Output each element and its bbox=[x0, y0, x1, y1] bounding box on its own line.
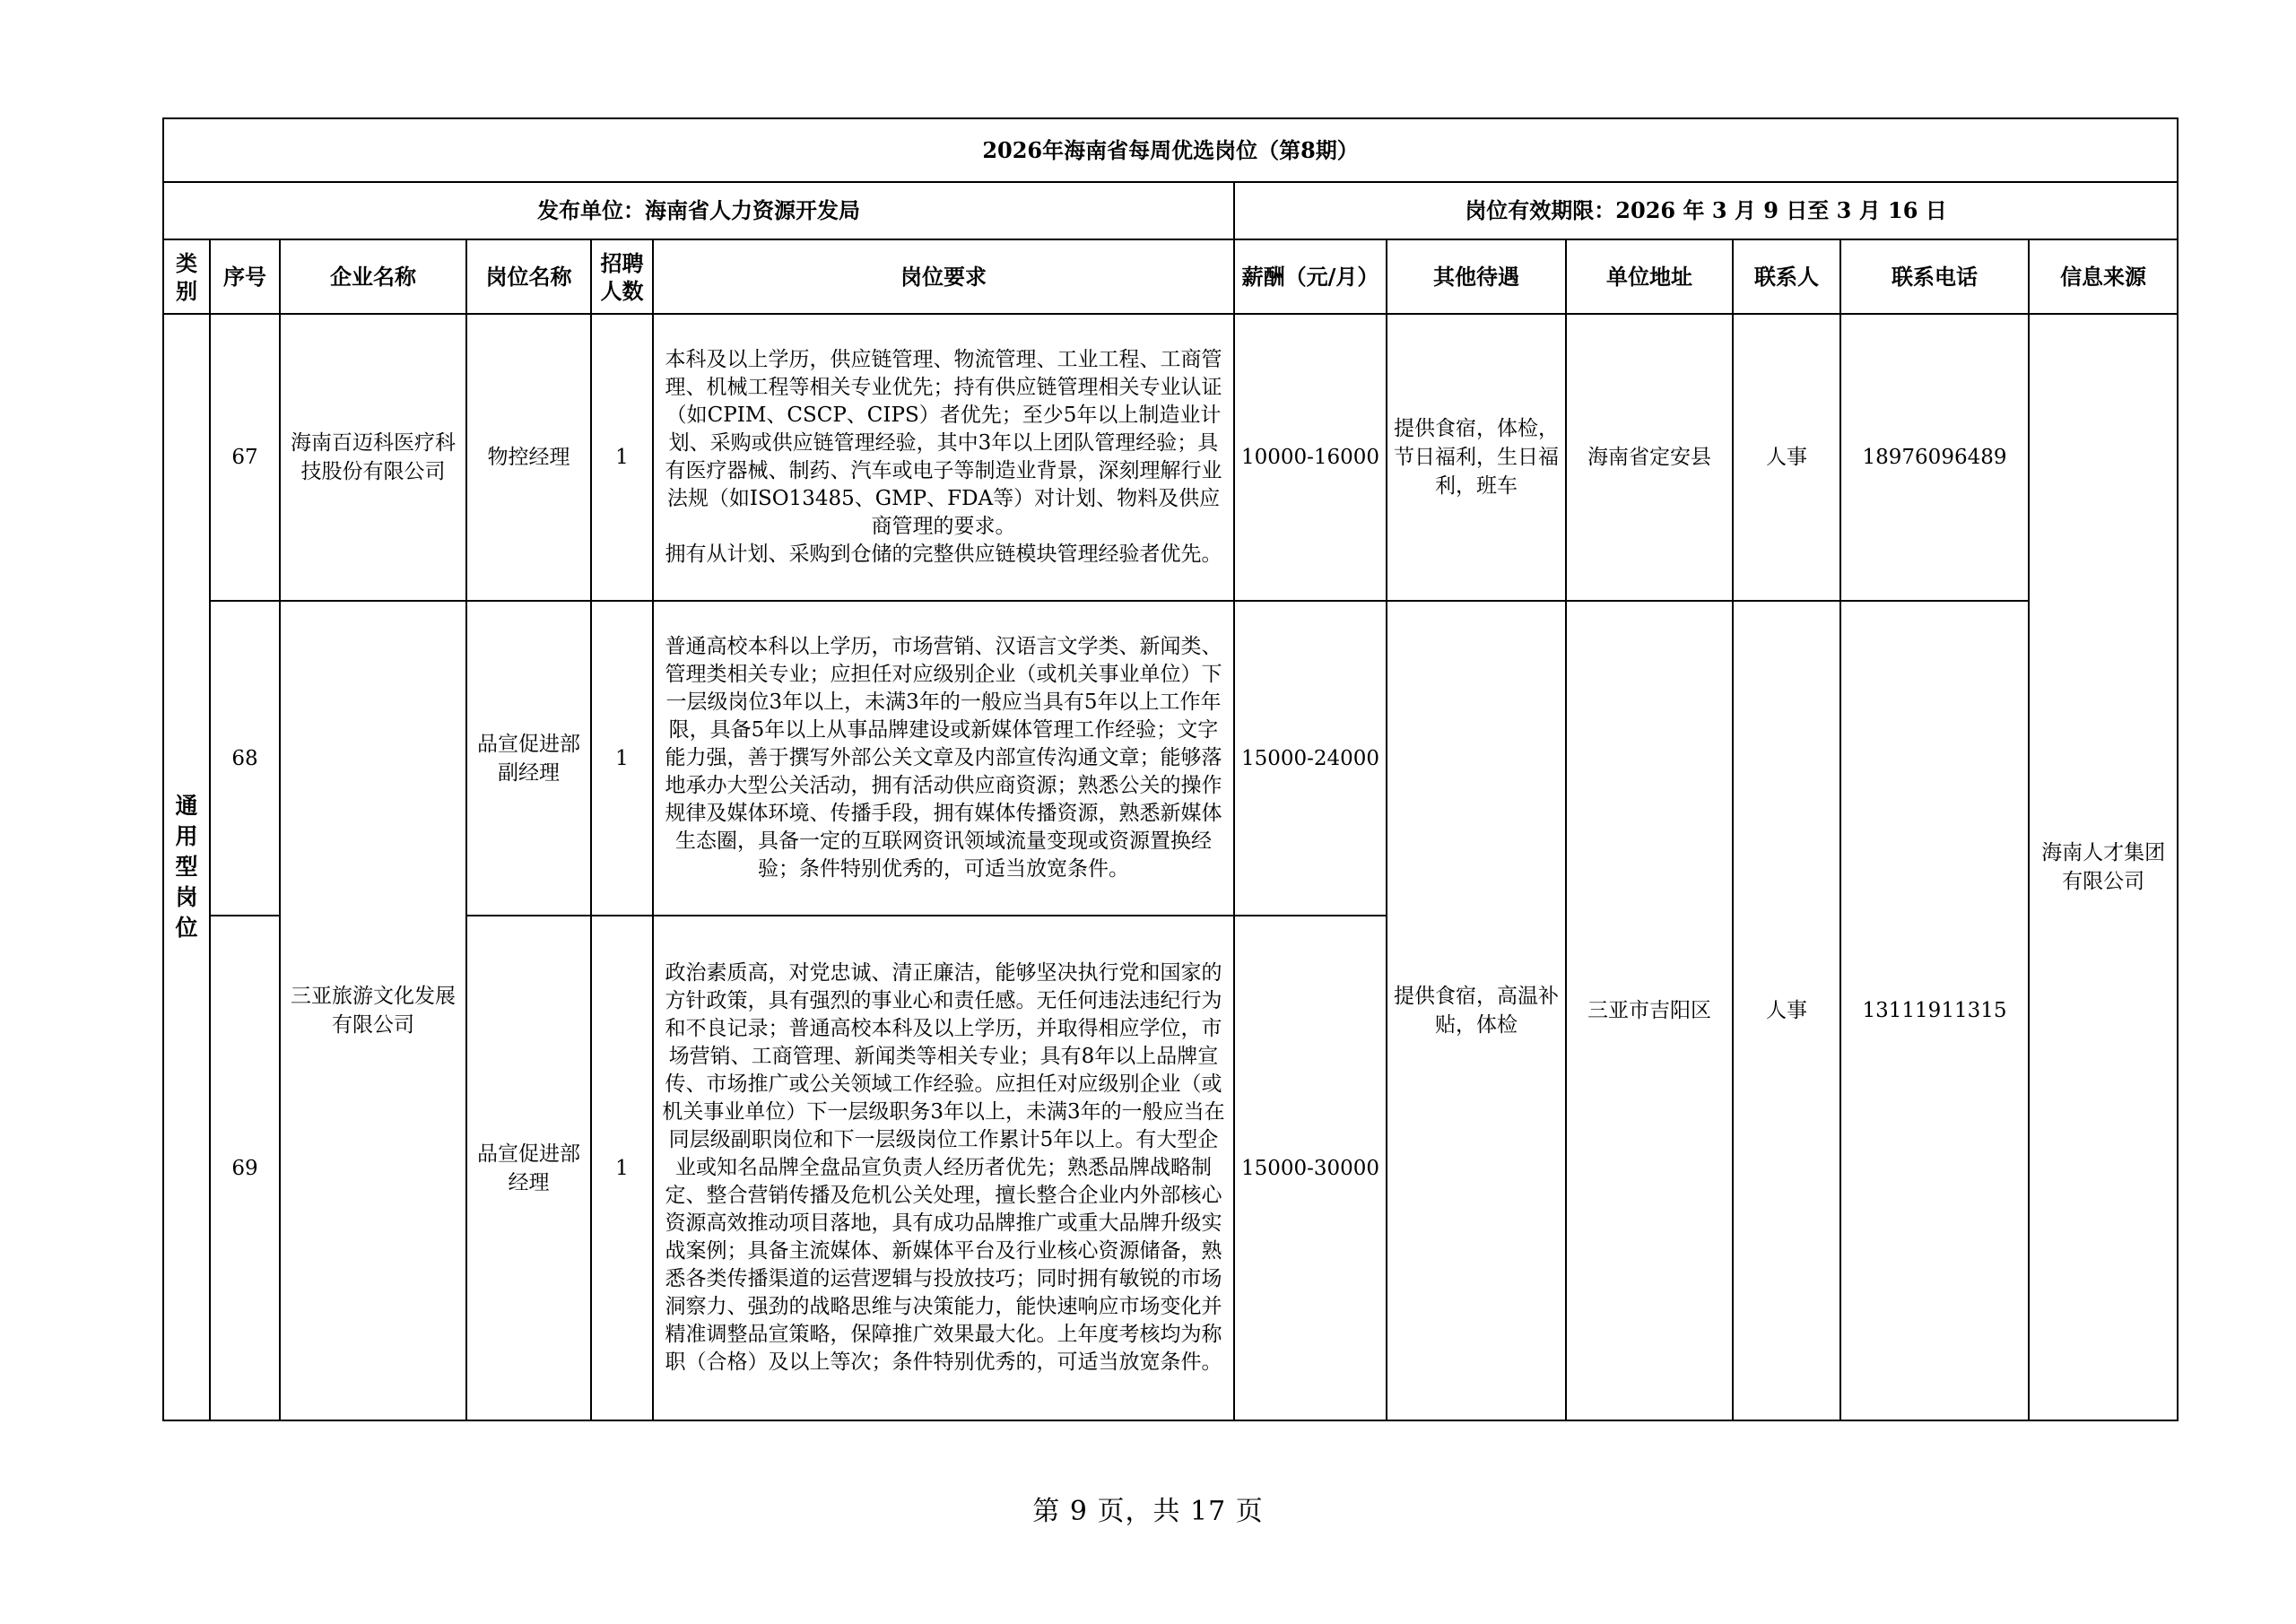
row-no: 69 bbox=[210, 916, 280, 1420]
salary: 15000-30000 bbox=[1234, 916, 1387, 1420]
row-no: 67 bbox=[210, 314, 280, 601]
header-salary: 薪酬（元/月） bbox=[1234, 239, 1387, 314]
header-address: 单位地址 bbox=[1566, 239, 1733, 314]
vertical-char: 通 bbox=[175, 793, 198, 819]
job-listing-table bbox=[162, 117, 2179, 1421]
vertical-char: 岗 bbox=[175, 884, 198, 910]
position-requirements: 政治素质高，对党忠诚、清正廉洁，能够坚决执行党和国家的方针政策，具有强烈的事业心和责任感。无任何违法违纪行为和不良记录；普通高校本科及以上学历，并取得相应学位，市场营销、工商管理、新闻类等相关专业；具有8年以上品牌宣传、市场推广或公关领域工作经验。应担任对应级别企业（或机关事业单位）下一层级职务3年以上，未满3年的一般应当在同层级副职岗位和下一层级岗位工作累计5年以上。有大型企业或知名品牌全盘品宣负责人经历者优先；熟悉品牌战略制定、整合营销传播及危机公关处理，擅长整合企业内外部核心资源高效推动项目落地，具有成功品牌推广或重大品牌升级实战案例；具备主流媒体、新媒体平台及行业核心资源储备，熟悉各类传播渠道的运营逻辑与投放技巧；同时拥有敏锐的市场洞察力、强劲的战略思维与决策能力，能快速响应市场变化并精准调整品宣策略，保障推广效果最大化。上年度考核均为称职（合格）及以上等次；条件特别优秀的，可适当放宽条件。 bbox=[653, 916, 1234, 1420]
header-contact: 联系人 bbox=[1733, 239, 1840, 314]
header-category bbox=[163, 239, 210, 314]
company-name: 三亚旅游文化发展有限公司 bbox=[280, 601, 466, 1420]
hire-count: 1 bbox=[591, 601, 653, 916]
category-label bbox=[164, 791, 209, 943]
page-footer: 第 9 页，共 17 页 bbox=[1032, 1496, 1264, 1527]
validity-period: 岗位有效期限：2026 年 3 月 9 日至 3 月 16 日 bbox=[1234, 182, 2178, 239]
hire-count: 1 bbox=[591, 314, 653, 601]
vertical-char: 位 bbox=[175, 915, 198, 941]
position-requirements: 本科及以上学历，供应链管理、物流管理、工业工程、工商管理、机械工程等相关专业优先；持有供应链管理相关专业认证（如CPIM、CSCP、CIPS）者优先；至少5年以上制造业计划、采购或供应链管理经验，其中3年以上团队管理经验；具有医疗器械、制药、汽车或电子等制造业背景，深刻理解行业法规（如ISO13485、GMP、FDA等）对计划、物料及供应商管理的要求。 拥有从计划、采购到仓储的完整供应链模块管理经验者优先。 bbox=[653, 314, 1234, 601]
benefits: 提供食宿，体检，节日福利，生日福利，班车 bbox=[1387, 314, 1566, 601]
benefits: 提供食宿，高温补贴，体检 bbox=[1387, 601, 1566, 1420]
header-phone: 联系电话 bbox=[1840, 239, 2029, 314]
contact: 人事 bbox=[1733, 314, 1840, 601]
publisher: 发布单位：海南省人力资源开发局 bbox=[163, 182, 1234, 239]
position-name: 品宣促进部经理 bbox=[466, 916, 591, 1420]
contact: 人事 bbox=[1733, 601, 1840, 1420]
salary: 10000-16000 bbox=[1234, 314, 1387, 601]
header-no: 序号 bbox=[210, 239, 280, 314]
header-benefits: 其他待遇 bbox=[1387, 239, 1566, 314]
table-title: 2026年海南省每周优选岗位（第8期） bbox=[163, 118, 2178, 182]
header-source: 信息来源 bbox=[2029, 239, 2178, 314]
position-name: 物控经理 bbox=[466, 314, 591, 601]
header-position: 岗位名称 bbox=[466, 239, 591, 314]
position-requirements: 普通高校本科以上学历，市场营销、汉语言文学类、新闻类、管理类相关专业；应担任对应级别企业（或机关事业单位）下一层级岗位3年以上，未满3年的一般应当具有5年以上工作年限，具备5年以上从事品牌建设或新媒体管理工作经验；文字能力强，善于撰写外部公关文章及内部宣传沟通文章；能够落地承办大型公关活动，拥有活动供应商资源；熟悉公关的操作规律及媒体环境、传播手段，拥有媒体传播资源，熟悉新媒体生态圈，具备一定的互联网资讯领域流量变现或资源置换经验；条件特别优秀的，可适当放宽条件。 bbox=[653, 601, 1234, 916]
hire-count: 1 bbox=[591, 916, 653, 1420]
vertical-char: 用 bbox=[175, 823, 198, 849]
row-no: 68 bbox=[210, 601, 280, 916]
header-requirements: 岗位要求 bbox=[653, 239, 1234, 314]
position-name: 品宣促进部副经理 bbox=[466, 601, 591, 916]
table-row bbox=[163, 601, 2178, 916]
salary: 15000-24000 bbox=[1234, 601, 1387, 916]
table-row bbox=[163, 314, 2178, 601]
address: 海南省定安县 bbox=[1566, 314, 1733, 601]
vertical-char: 型 bbox=[175, 854, 198, 880]
header-category-text: 类别 bbox=[176, 249, 197, 304]
category-cell bbox=[163, 314, 210, 1420]
phone: 18976096489 bbox=[1840, 314, 2029, 601]
header-count: 招聘人数 bbox=[591, 239, 653, 314]
address: 三亚市吉阳区 bbox=[1566, 601, 1733, 1420]
header-company: 企业名称 bbox=[280, 239, 466, 314]
phone: 13111911315 bbox=[1840, 601, 2029, 1420]
info-source: 海南人才集团有限公司 bbox=[2029, 314, 2178, 1420]
company-name: 海南百迈科医疗科技股份有限公司 bbox=[280, 314, 466, 601]
